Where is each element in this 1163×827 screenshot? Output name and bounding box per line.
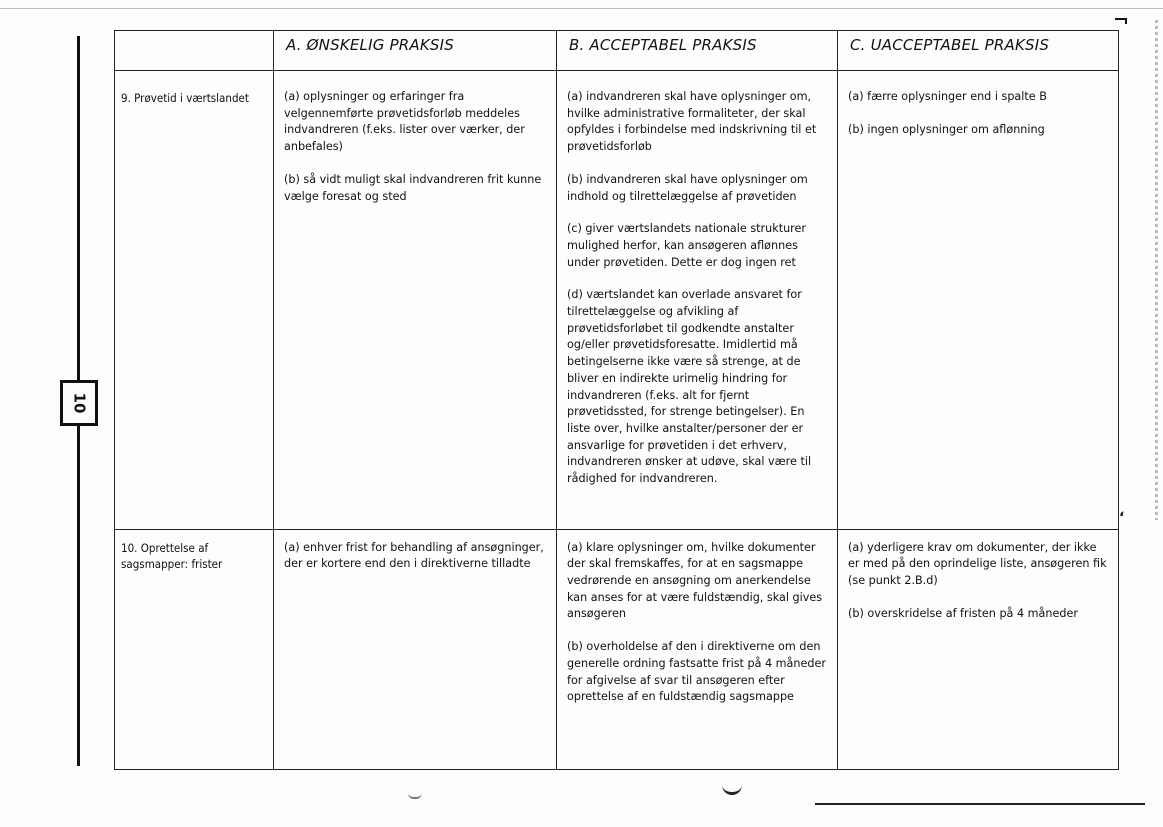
cell-item: (a) enhver frist for behandling af ansøgninger, der er kortere end den i direktiverne tilladte (284, 540, 544, 571)
cell-item: (b) overholdelse af den i direktiverne om den generelle ordning fastsatte frist på 4 måneder for afgivelse af svar til ansøgeren efter oprettelse af en fuldstændig sagsmappe (567, 640, 826, 704)
table-row (115, 71, 1119, 530)
header-empty (115, 31, 274, 71)
cell-item: (d) værtslandet kan overlade ansvaret for tilrettelæggelse og afvikling af prøvetidsforløbet til godkendte anstalter og/eller prøvetidsforesatte. Imidlertid må betingelserne ikke være så strenge, at de bliver en indirekte urimelig hindring for indvandreren (f.eks. alt for fjernt prøvetidssted, for strenge betingelser). En liste over, hvilke anstalter/personer der er ansvarlige for prøvetiden i det erhverv, indvandreren ønsker at udøve, skal være til rådighed for indvandreren. (567, 288, 812, 486)
cell-item: (b) indvandreren skal have oplysninger om indhold og tilrettelæggelse af prøvetiden (567, 172, 808, 203)
table-row (115, 529, 1119, 769)
cell-item: (b) overskridelse af fristen på 4 måneder (848, 606, 1078, 620)
cell-item: (b) så vidt muligt skal indvandreren frit kunne vælge foresat og sted (284, 172, 542, 203)
header-acceptable: B. ACCEPTABEL PRAKSIS (557, 31, 838, 71)
cell-desirable (274, 529, 557, 769)
scan-mark (408, 793, 422, 799)
cell-item: (b) ingen oplysninger om aflønning (848, 122, 1045, 136)
row-label: 10. Oprettelse af sagsmapper: frister (115, 529, 274, 769)
cell-item: (a) oplysninger og erfaringer fra velgennemførte prøvetidsforløb meddeles indvandreren (f.eks. lister over værker, der anbefales) (284, 90, 525, 154)
cell-acceptable (557, 529, 838, 769)
page-number: 10 (70, 392, 88, 414)
cell-unacceptable (838, 71, 1119, 530)
cell-item: (a) indvandreren skal have oplysninger om, hvilke administrative formaliteter, der skal opfyldes i forbindelse med indskrivning til et prøvetidsforløb (567, 90, 817, 154)
corner-mark (1115, 18, 1127, 24)
header-row (115, 31, 1119, 71)
cell-item: (a) klare oplysninger om, hvilke dokumenter der skal fremskaffes, for at en sagsmappe vedrørende en ansøgning om anerkendelse kan anses for at være fuldstændig, skal gives ansøgeren (567, 540, 823, 621)
cell-item: (a) færre oplysninger end i spalte B (848, 90, 1047, 104)
top-rule (0, 8, 1163, 9)
scan-mark (722, 778, 742, 795)
cell-item: (a) yderligere krav om dokumenter, der ikke er med på den oprindelige liste, ansøgeren fik (se punkt 2.B.d) (848, 540, 1107, 588)
page-number-box (60, 380, 98, 426)
bottom-rule (815, 803, 1145, 805)
row-label: 9. Prøvetid i værtslandet (115, 71, 274, 530)
scan-mark: ʻ (1119, 510, 1125, 526)
practice-table (114, 30, 1119, 770)
cell-acceptable (557, 71, 838, 530)
scan-edge (1155, 20, 1158, 520)
header-unacceptable: C. UACCEPTABEL PRAKSIS (838, 31, 1119, 71)
cell-item: (c) giver værtslandets nationale strukturer mulighed herfor, kan ansøgeren aflønnes under prøvetiden. Dette er dog ingen ret (567, 222, 807, 269)
cell-desirable (274, 71, 557, 530)
header-desirable: A. ØNSKELIG PRAKSIS (274, 31, 557, 71)
cell-unacceptable (838, 529, 1119, 769)
